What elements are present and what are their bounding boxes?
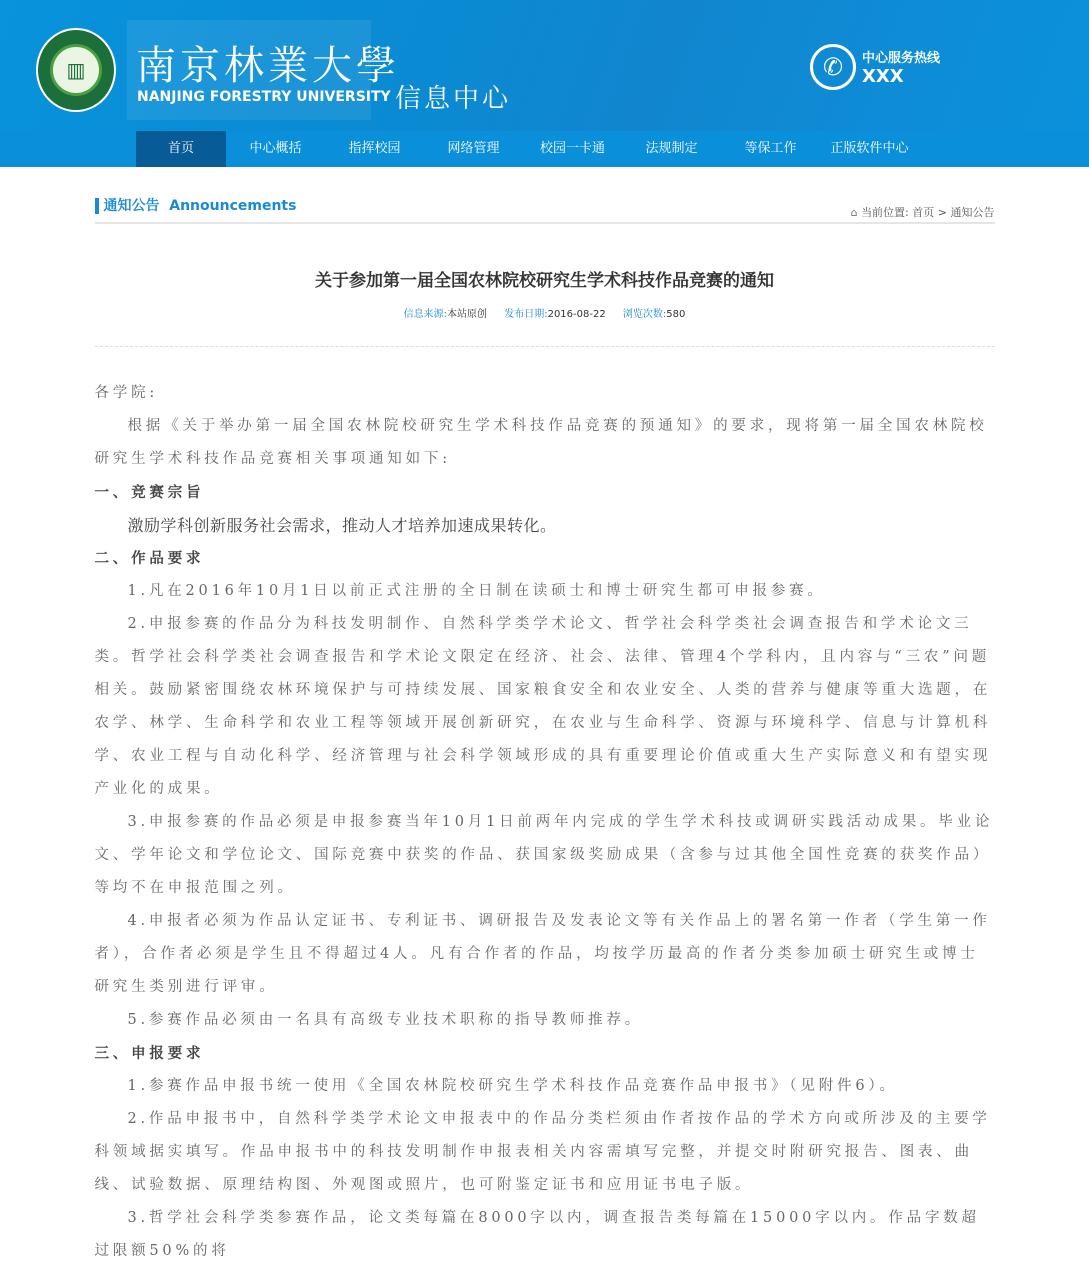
section-heading: 二、作品要求	[94, 550, 205, 567]
article-body	[95, 377, 995, 1268]
views-label: 浏览次数:	[622, 309, 667, 320]
paragraph: 1.凡在2016年10月1日以前正式注册的全日制在读硕士和博士研究生都可申报参赛。	[127, 583, 826, 599]
paragraph: 3.申报参赛的作品必须是申报参赛当年10月1日前两年内完成的学生学术科技或调研实践活动成果。毕业论文、学年论文和学位论文、国际竞赛中获奖的作品、获国家级奖励成果（含参与过其他全国性竞赛的获奖作品）等均不在申报范围之列。	[94, 814, 994, 896]
section-title: 通知公告 Announcements	[95, 198, 297, 214]
section-header	[95, 167, 995, 224]
logo-chinese-name: 南京林業大學	[136, 43, 400, 89]
date-value: 2016-08-22	[547, 309, 606, 320]
nav-home[interactable]: 首页	[136, 131, 226, 167]
paragraph: 2.作品申报书中，自然科学类学术论文申报表中的作品分类栏须由作者按作品的学术方向或所涉及的主要学科领域据实填写。作品申报书中的科技发明制作申报表相关内容需填写完整，并提交时附研究报告、图表、曲线、试验数据、原理结构图、外观图或照片，也可附鉴定证书和应用证书电子版。	[94, 1111, 991, 1193]
nav-smart-campus[interactable]: 指挥校园	[348, 141, 401, 156]
source-label: 信息来源:	[403, 309, 448, 320]
nav-center-overview[interactable]: 中心概括	[249, 141, 302, 156]
paragraph: 根据《关于举办第一届全国农林院校研究生学术科技作品竞赛的预通知》的要求，现将第一届全国农林院校研究生学术科技作品竞赛相关事项通知如下:	[94, 418, 988, 467]
views-value: 580	[666, 309, 686, 320]
university-seal-logo[interactable]	[36, 28, 116, 112]
main-nav	[0, 131, 1089, 167]
nav-regulations[interactable]: 法规制定	[645, 141, 698, 156]
nav-licensed-software[interactable]: 正版软件中心	[830, 141, 909, 156]
logo-english-name: NANJING FORESTRY UNIVERSITY	[137, 89, 391, 105]
section-heading: 一、竞赛宗旨	[94, 484, 205, 501]
paragraph: 1.参赛作品申报书统一使用《全国农林院校研究生学术科技作品竞赛作品申报书》（见附件6）。	[127, 1078, 898, 1094]
article-meta	[95, 305, 995, 320]
hotline-number: XXX	[862, 66, 904, 87]
paragraph: 3.哲学社会科学类参赛作品，论文类每篇在8000字以内，调查报告类每篇在15000字以内。作品字数超过限额50%的将	[94, 1210, 980, 1259]
breadcrumb-home-link[interactable]: 首页	[912, 206, 935, 219]
service-hotline	[810, 44, 940, 90]
divider	[95, 346, 995, 347]
site-subtitle: 信息中心	[395, 84, 512, 114]
breadcrumb-separator: >	[934, 206, 951, 219]
paragraph: 2.申报参赛的作品分为科技发明制作、自然科学类学术论文、哲学社会科学类社会调查报告和学术论文三类。哲学社会科学类社会调查报告和学术论文限定在经济、社会、法律、管理4个学科内，且内容与“三农”问题相关。鼓励紧密围绕农林环境保护与可持续发展、国家粮食安全和农业安全、人类的营养与健康等重大选题，在农学、林学、生命科学和农业工程等领域开展创新研究，在农业与生命科学、资源与环境科学、信息与计算机科学、农业工程与自动化科学、经济管理与社会科学领域形成的具有重要理论价值或重大生产实际意义和有望实现产业化的成果。	[94, 616, 992, 797]
date-label: 发布日期:	[504, 309, 548, 320]
breadcrumb	[851, 204, 995, 220]
nav-security-protection[interactable]: 等保工作	[744, 141, 797, 156]
breadcrumb-current-link[interactable]: 通知公告	[950, 206, 995, 219]
section-heading: 三、申报要求	[94, 1045, 205, 1062]
breadcrumb-label: 当前位置:	[861, 206, 909, 219]
phone-icon: ✆	[810, 44, 856, 90]
paragraph: 4.申报者必须为作品认定证书、专利证书、调研报告及发表论文等有关作品上的署名第一作者（学生第一作者），合作者必须是学生且不得超过4人。凡有合作者的作品，均按学历最高的作者分类参加硕士研究生或博士研究生类别进行评审。	[94, 913, 991, 995]
site-header	[0, 0, 1089, 131]
nav-network-management[interactable]: 网络管理	[447, 141, 500, 156]
paragraph: 5.参赛作品必须由一名具有高级专业技术职称的指导教师推荐。	[127, 1012, 644, 1028]
hotline-title: 中心服务热线	[862, 51, 941, 66]
article-title: 关于参加第一届全国农林院校研究生学术科技作品竞赛的通知	[315, 271, 774, 291]
source-value: 本站原创	[447, 309, 488, 320]
building-icon: ▥	[50, 44, 102, 96]
paragraph: 激励学科创新服务社会需求，推动人才培养加速成果转化。	[127, 516, 557, 535]
home-icon: ⌂	[850, 206, 858, 219]
paragraph: 各学院:	[94, 385, 159, 401]
nav-campus-card[interactable]: 校园一卡通	[539, 141, 605, 156]
